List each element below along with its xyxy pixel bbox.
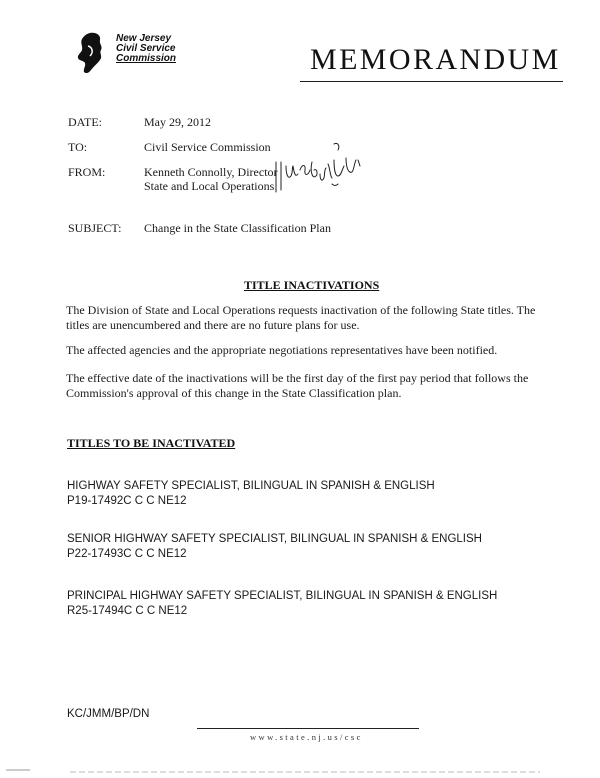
from-label: FROM: bbox=[68, 165, 106, 179]
to-value: Civil Service Commission bbox=[144, 140, 271, 154]
to-label: TO: bbox=[68, 140, 88, 154]
section-heading: TITLE INACTIVATIONS bbox=[244, 278, 380, 292]
paragraph-3: The effective date of the inactivations will be the first day of the first pay period that follows the Commission's approval of this change in the State Classification plan. bbox=[66, 371, 529, 400]
logo-line-1: New Jersey bbox=[116, 33, 172, 44]
memorandum-title: MEMORANDUM bbox=[310, 43, 561, 76]
title-underline bbox=[300, 81, 563, 82]
title-3-code: R25-17494C C C NE12 bbox=[67, 605, 188, 617]
title-2-code: P22-17493C C C NE12 bbox=[67, 548, 187, 560]
handwritten-signature bbox=[272, 140, 372, 196]
titles-heading: TITLES TO BE INACTIVATED bbox=[67, 436, 236, 450]
scan-edge-artifact bbox=[0, 766, 600, 776]
title-1-name: HIGHWAY SAFETY SPECIALIST, BILINGUAL IN SPANISH & ENGLISH bbox=[67, 480, 435, 492]
paragraph-2: The affected agencies and the appropriate negotiations representatives have been notified. bbox=[66, 343, 498, 357]
title-3-name: PRINCIPAL HIGHWAY SAFETY SPECIALIST, BILINGUAL IN SPANISH & ENGLISH bbox=[67, 590, 498, 602]
initials: KC/JMM/BP/DN bbox=[67, 708, 150, 720]
date-label: DATE: bbox=[68, 115, 102, 129]
title-2-name: SENIOR HIGHWAY SAFETY SPECIALIST, BILINGUAL IN SPANISH & ENGLISH bbox=[67, 533, 482, 545]
from-line-1: Kenneth Connolly, Director bbox=[144, 165, 278, 179]
subject-label: SUBJECT: bbox=[68, 221, 122, 235]
date-value: May 29, 2012 bbox=[144, 115, 211, 129]
footer-rule bbox=[197, 728, 419, 729]
footer-url: www.state.nj.us/csc bbox=[250, 732, 363, 742]
logo-line-3: Commission bbox=[116, 53, 177, 64]
title-1-code: P19-17492C C C NE12 bbox=[67, 495, 187, 507]
subject-value: Change in the State Classification Plan bbox=[144, 221, 331, 235]
paragraph-1: The Division of State and Local Operations requests inactivation of the following State titles. The titles are unencumbered and there are no future plans for use. bbox=[66, 303, 536, 332]
from-line-2: State and Local Operations bbox=[144, 179, 275, 193]
logo-line-2: Civil Service bbox=[116, 43, 176, 54]
nj-state-silhouette-logo bbox=[70, 30, 116, 76]
